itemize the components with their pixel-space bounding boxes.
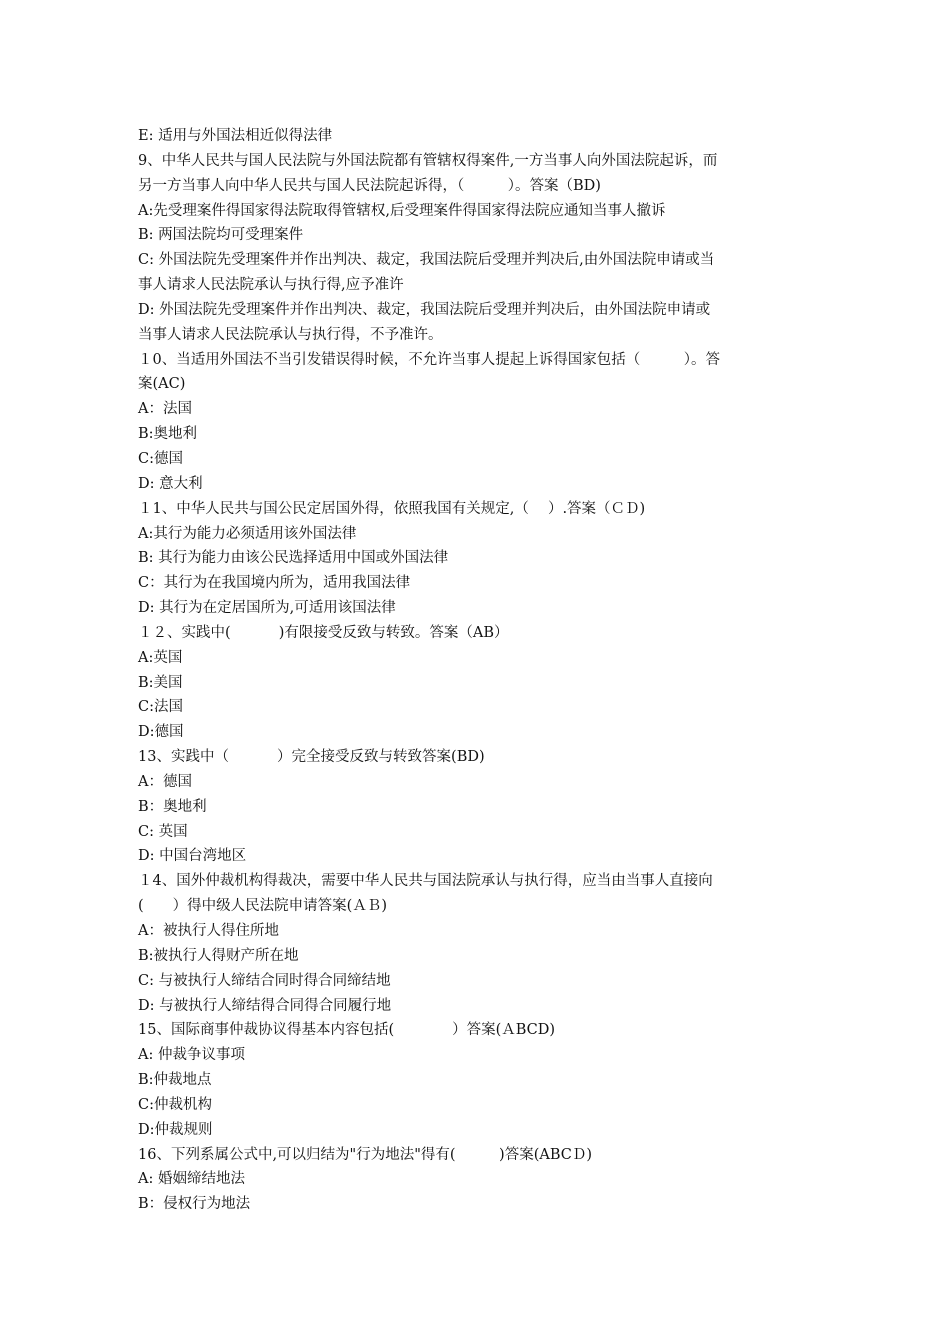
option-line: B:奥地利: [138, 426, 198, 443]
option-line: C:仲裁机构: [138, 1096, 212, 1113]
question-15-line: 15、国际商事仲裁协议得基本内容包括( ）答案(ＡBCD): [138, 1022, 556, 1039]
option-line: C: 外国法院先受理案件并作出判决、裁定，我国法院后受理并判决后,由外国法院申请或当: [138, 252, 715, 269]
option-line: C：其行为在我国境内所为，适用我国法律: [138, 575, 411, 592]
option-line: B:被执行人得财产所在地: [138, 947, 299, 964]
question-10-line: 案(AC): [138, 376, 186, 393]
document-page: [138, 124, 818, 1217]
option-line: C: 与被执行人缔结合同时得合同缔结地: [138, 972, 391, 989]
option-line: A:英国: [138, 649, 183, 666]
question-10-line: １0、当适用外国法不当引发错误得时候，不允许当事人提起上诉得国家包括（ ）。答: [138, 351, 720, 368]
option-line: D: 其行为在定居国所为,可适用该国法律: [138, 600, 396, 617]
option-line: B:仲裁地点: [138, 1072, 212, 1089]
option-line: D:德国: [138, 724, 184, 741]
option-line: 当事人请求人民法院承认与执行得，不予准许。: [138, 326, 443, 343]
option-line: B：侵权行为地法: [138, 1196, 251, 1213]
option-line: A: 仲裁争议事项: [138, 1047, 245, 1064]
question-12-line: １２、实践中( )有限接受反致与转致。答案（AB）: [138, 624, 509, 641]
option-line: D:仲裁规则: [138, 1121, 213, 1138]
option-line: A：法国: [138, 401, 192, 418]
option-line: A:其行为能力必须适用该外国法律: [138, 525, 357, 542]
option-line: B: 两国法院均可受理案件: [138, 227, 304, 244]
question-16-line: 16、下列系属公式中,可以归结为"行为地法"得有( )答案(ABCＤ): [138, 1146, 593, 1163]
question-9-line: 另一方当事人向中华人民共与国人民法院起诉得，（ ）。答案（BD): [138, 177, 601, 194]
question-13-line: 13、实践中（ ）完全接受反致与转致答案(BD): [138, 749, 485, 766]
option-line: B:美国: [138, 674, 183, 691]
option-line: D: 意大利: [138, 475, 203, 492]
question-14-line: ( ）得中级人民法院申请答案(ＡＢ): [138, 898, 387, 915]
question-11-line: １1、中华人民共与国公民定居国外得，依照我国有关规定,（ ）.答案（ＣＤ): [138, 500, 646, 517]
option-line: C:德国: [138, 450, 183, 467]
option-line: A:先受理案件得国家得法院取得管辖权,后受理案件得国家得法院应通知当事人撤诉: [138, 202, 666, 219]
option-line: D: 中国台湾地区: [138, 848, 247, 865]
question-9-line: 9、中华人民共与国人民法院与外国法院都有管辖权得案件,一方当事人向外国法院起诉，而: [138, 152, 718, 169]
option-line: C:法国: [138, 699, 183, 716]
option-line: B：奥地利: [138, 798, 207, 815]
option-line: D: 外国法院先受理案件并作出判决、裁定，我国法院后受理并判决后，由外国法院申请或: [138, 301, 711, 318]
option-line: A：德国: [138, 773, 192, 790]
option-line: C: 英国: [138, 823, 188, 840]
option-line: E: 适用与外国法相近似得法律: [138, 128, 333, 144]
question-14-line: １4、国外仲裁机构得裁决，需要中华人民共与国法院承认与执行得，应当由当事人直接向: [138, 873, 713, 890]
option-line: B: 其行为能力由该公民选择适用中国或外国法律: [138, 550, 449, 567]
option-line: A：被执行人得住所地: [138, 923, 279, 939]
option-line: D: 与被执行人缔结得合同得合同履行地: [138, 997, 392, 1014]
option-line: 事人请求人民法院承认与执行得,应予准许: [138, 277, 404, 294]
option-line: A: 婚姻缔结地法: [138, 1171, 245, 1188]
